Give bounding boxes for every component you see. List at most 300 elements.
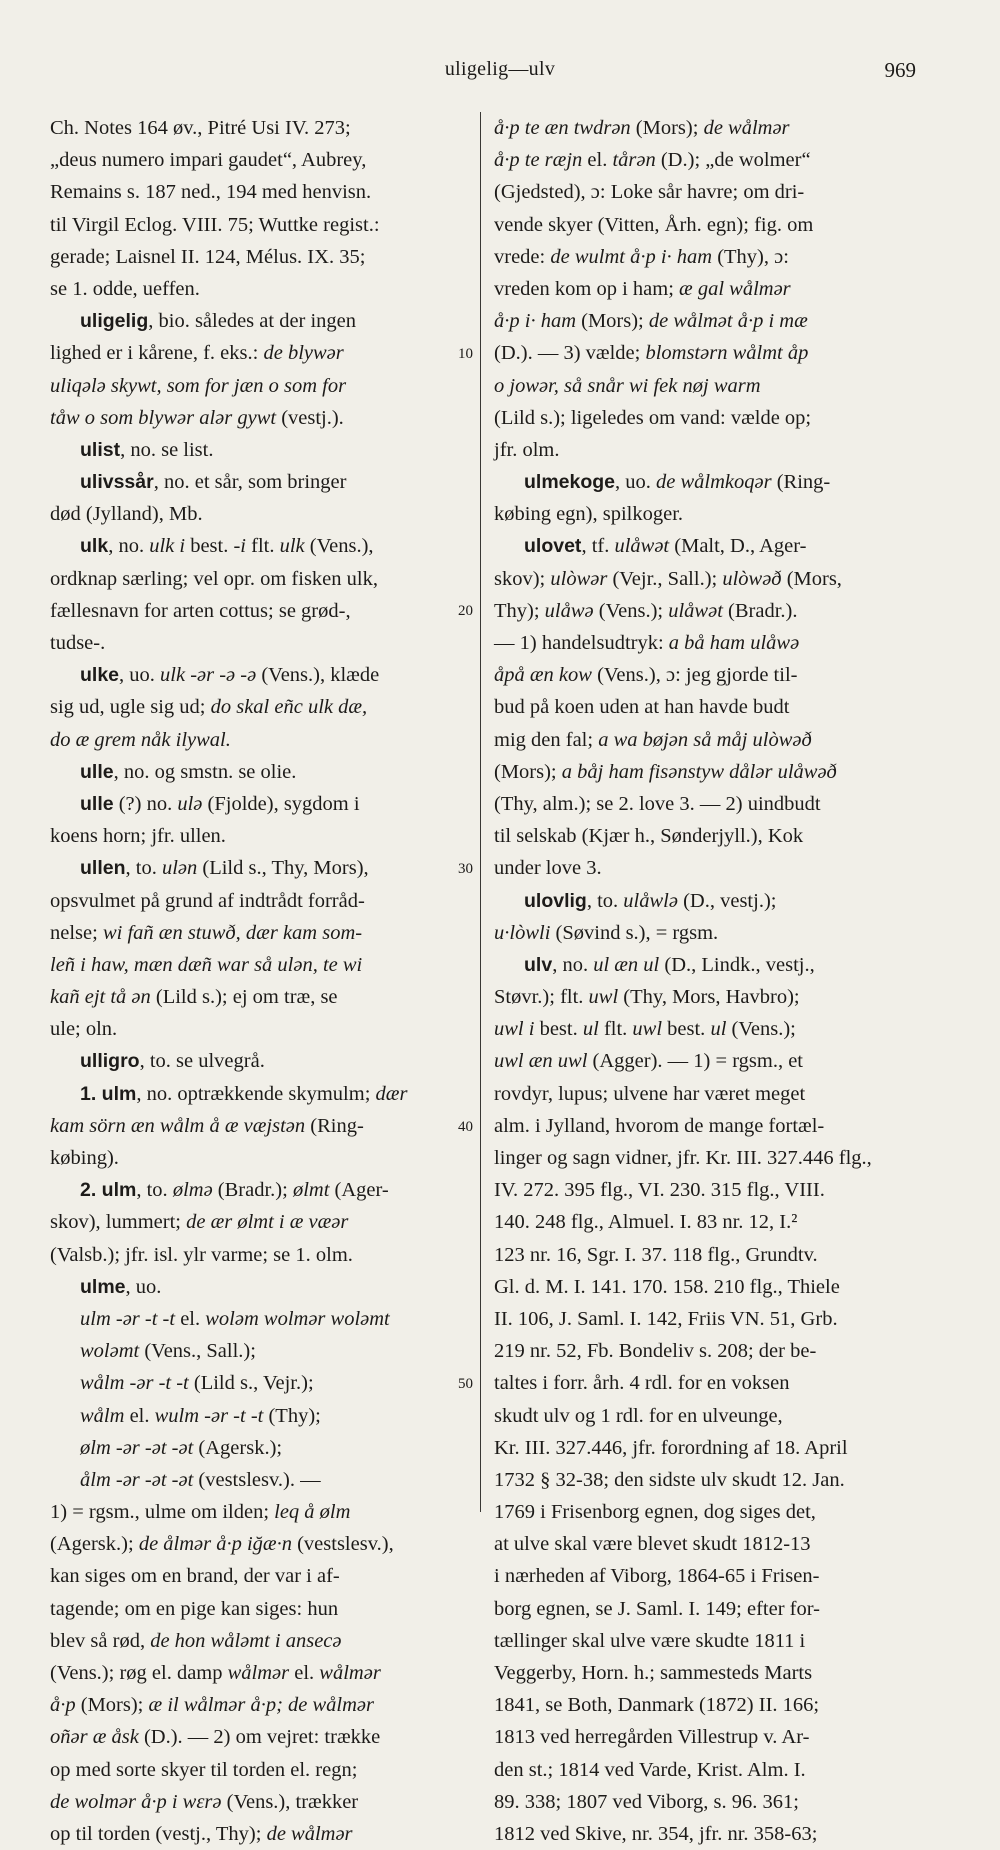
text-run: (Bradr.);	[212, 1179, 293, 1202]
text-run: mig den fal;	[494, 728, 599, 751]
text-run: (Mors);	[75, 1694, 149, 1717]
text-run: skov), lummert;	[50, 1211, 187, 1234]
dialect-form: ulə	[177, 792, 203, 815]
text-line	[50, 1239, 478, 1271]
dialect-form: tårən	[612, 149, 656, 172]
text-run: nelse;	[50, 921, 103, 944]
text-line	[494, 337, 922, 369]
dialect-form: dær	[375, 1082, 408, 1105]
dialect-form: de wolmər å·p i wɛrə	[50, 1790, 222, 1813]
dialect-form: uwl	[588, 986, 619, 1009]
text-line	[494, 1464, 922, 1496]
text-line	[494, 498, 922, 530]
dialect-form: kañ ejt tå ən	[50, 986, 151, 1009]
text-run: (Ring-	[305, 1114, 364, 1137]
text-run: , no. optrækkende skymulm;	[136, 1082, 376, 1105]
headword: ulist	[80, 438, 121, 461]
dialect-form: a båj ham fisənstyw dålər ulåwəð	[561, 760, 837, 783]
text-line	[494, 1818, 922, 1850]
text-line	[50, 1142, 478, 1174]
dialect-form: wulm -ər -t -t	[154, 1404, 264, 1427]
text-run: 1812 ved Skive, nr. 354, jfr. nr. 358-63;	[494, 1822, 818, 1845]
text-run: , uo.	[125, 1275, 162, 1298]
text-run: 1813 ved herregården Villestrup v. Ar-	[494, 1726, 810, 1749]
running-head: uligelig—ulv	[444, 58, 556, 80]
text-line	[50, 273, 478, 305]
dialect-form: de wålmkoqər	[656, 471, 772, 494]
dialect-form: -i	[233, 535, 246, 558]
text-line	[50, 1432, 478, 1464]
dialect-form: a wa bøjən så måj ulòwəð	[598, 728, 812, 751]
text-line	[494, 1560, 922, 1592]
text-line	[50, 466, 478, 498]
text-line	[494, 595, 922, 627]
text-line	[50, 112, 478, 144]
text-line	[50, 756, 478, 788]
text-line	[50, 1045, 478, 1077]
text-line	[50, 305, 478, 337]
text-run: vrede:	[494, 245, 551, 268]
text-run: (Vens.), klæde	[256, 664, 380, 687]
text-line	[494, 627, 922, 659]
text-run: rovdyr, lupus; ulvene har været meget	[494, 1082, 806, 1105]
text-run: , uo.	[119, 664, 161, 687]
dialect-form: ulòwər	[550, 567, 608, 590]
headword: ulovet	[524, 535, 582, 558]
headword: uligelig	[80, 310, 149, 333]
dialect-form: de wålmər	[266, 1822, 353, 1845]
text-run: best.	[534, 1018, 583, 1041]
headword: ulle	[80, 760, 114, 783]
text-run: flt.	[598, 1018, 633, 1041]
text-line	[494, 1367, 922, 1399]
text-line	[494, 1206, 922, 1238]
text-line	[50, 144, 478, 176]
text-line	[50, 1689, 478, 1721]
line-number: 40	[458, 1119, 473, 1135]
headword: 2. ulm	[80, 1179, 137, 1202]
text-line	[494, 691, 922, 723]
dialect-form: ulk i	[149, 535, 186, 558]
dialect-form: do skal eñc ulk dæ,	[210, 696, 368, 719]
dialect-form: å·p i· ham	[494, 310, 576, 333]
text-run: (Vens.),	[304, 535, 374, 558]
text-line	[494, 1754, 922, 1786]
text-line	[50, 659, 478, 691]
dialect-form: uwl	[632, 1018, 663, 1041]
dialect-form: wi fañ æn stuwð, dær kam som-	[102, 921, 363, 944]
text-run: 123 nr. 16, Sgr. I. 37. 118 flg., Grundtv.	[494, 1243, 818, 1266]
text-run: , to.	[136, 1179, 173, 1202]
text-run: skov);	[494, 567, 551, 590]
text-line	[494, 659, 922, 691]
text-run: (D., vestj.);	[677, 889, 777, 912]
text-line	[494, 1013, 922, 1045]
text-run: (D.). — 3) vælde;	[494, 342, 646, 365]
text-line	[50, 402, 478, 434]
text-line	[50, 1174, 478, 1206]
dialect-form: kam sörn æn wålm å æ væjstən	[50, 1114, 306, 1137]
headword: ullen	[80, 857, 126, 880]
text-line	[494, 305, 922, 337]
text-run: (D.); „de wolmer“	[655, 149, 811, 172]
text-run: best.	[185, 535, 234, 558]
text-run: IV. 272. 395 flg., VI. 230. 315 flg., VIII.	[494, 1179, 825, 1202]
text-line	[494, 1400, 922, 1432]
dialect-form: leq å ølm	[274, 1501, 351, 1524]
text-line	[494, 949, 922, 981]
text-line	[494, 1721, 922, 1753]
page-header	[0, 58, 1000, 88]
text-run: (Lild s., Vejr.);	[188, 1372, 314, 1395]
dialect-form: leñ i haw, mæn dæñ war så ulən, te wi	[50, 953, 363, 976]
dialect-form: ulk	[279, 535, 305, 558]
dialect-form: de ålmər å·p iğæ·n	[138, 1533, 292, 1556]
dialect-form: o jowər, så snår wi fek nøj warm	[494, 374, 761, 397]
headword: ulme	[80, 1275, 126, 1298]
text-run: fællesnavn for arten cottus; se grød-,	[50, 599, 351, 622]
dialect-form: woləmt	[80, 1340, 140, 1363]
page-number: 969	[884, 58, 916, 82]
text-run: 1) = rgsm., ulme om ilden;	[50, 1501, 275, 1524]
text-run: Thy);	[494, 599, 545, 622]
dialect-form: ulm -ər -t -t	[80, 1307, 176, 1330]
dialect-form: wålm -ər -t -t	[80, 1372, 189, 1395]
text-run: 1732 § 32-38; den sidste ulv skudt 12. Jan.	[494, 1468, 845, 1491]
text-run: Støvr.); flt.	[494, 986, 589, 1009]
text-line	[50, 1818, 478, 1850]
text-line	[50, 530, 478, 562]
text-run: bud på koen uden at han havde budt	[494, 696, 790, 719]
text-run: købing).	[50, 1147, 119, 1169]
text-run: den st.; 1814 ved Varde, Krist. Alm. I.	[494, 1758, 806, 1781]
text-run: Ch. Notes 164 øv., Pitré Usi IV. 273;	[50, 117, 351, 139]
text-line	[494, 885, 922, 917]
dialect-form: u·lòwli	[494, 921, 551, 944]
dialect-form: æ gal wålmər	[679, 277, 791, 300]
text-line	[494, 402, 922, 434]
text-line	[494, 1689, 922, 1721]
text-run: lighed er i kårene, f. eks.:	[50, 342, 264, 365]
headword: 1. ulm	[80, 1082, 137, 1105]
headword: ulmekoge	[524, 471, 616, 494]
dialect-form: ølmə	[172, 1179, 213, 1202]
dialect-form: ul æn ul	[593, 953, 660, 976]
text-line	[50, 1721, 478, 1753]
text-run: død (Jylland), Mb.	[50, 503, 203, 526]
dialect-form: åpå æn kow	[494, 664, 592, 687]
text-line	[494, 756, 922, 788]
text-line	[494, 1625, 922, 1657]
text-line	[50, 724, 478, 756]
dialect-form: woləm wolmər woləmt	[205, 1307, 390, 1330]
text-run: (Malt, D., Ager-	[669, 535, 807, 558]
text-run: II. 106, J. Saml. I. 142, Friis VN. 51, Grb.	[494, 1307, 838, 1330]
text-run: (Lild s.); ej om træ, se	[150, 986, 338, 1009]
text-line	[494, 370, 922, 402]
text-line	[50, 1786, 478, 1818]
text-run: i nærheden af Viborg, 1864-65 i Frisen-	[494, 1565, 820, 1588]
text-line	[50, 1367, 478, 1399]
text-line	[50, 1110, 478, 1142]
text-line	[494, 1239, 922, 1271]
text-run: (Lild s.); ligeledes om vand: vælde op;	[494, 406, 812, 429]
dialect-form: do æ grem nåk ilywal.	[50, 728, 231, 751]
text-line	[494, 144, 922, 176]
text-run: Veggerby, Horn. h.; sammesteds Marts	[494, 1662, 813, 1684]
headword: ulle	[80, 792, 114, 815]
headword: ulovlig	[524, 889, 587, 912]
dialect-form: wålm	[80, 1404, 125, 1427]
dialect-form: de ær ølmt i æ væər	[186, 1211, 349, 1234]
text-run: (Mors);	[576, 310, 649, 333]
headword: ulivssår	[80, 471, 154, 494]
text-line	[494, 1174, 922, 1206]
text-run: 89. 338; 1807 ved Viborg, s. 96. 361;	[494, 1790, 799, 1813]
text-run: borg egnen, se J. Saml. I. 149; efter for-	[494, 1597, 820, 1620]
text-run: (Valsb.); jfr. isl. ylr varme; se 1. olm.	[50, 1243, 353, 1266]
text-run: (Ager-	[329, 1179, 389, 1202]
dialect-form: de wulmt å·p i· ham	[550, 245, 713, 268]
text-line	[494, 1657, 922, 1689]
text-run: , no.	[552, 953, 594, 976]
text-run: vreden kom op i ham;	[494, 277, 680, 300]
dialect-form: wålmər	[319, 1662, 381, 1684]
text-line	[50, 1528, 478, 1560]
text-line	[50, 498, 478, 530]
text-line	[50, 595, 478, 627]
text-run: tudse-.	[50, 632, 106, 654]
text-line	[50, 209, 478, 241]
text-line	[50, 1206, 478, 1238]
text-run: (Gjedsted), ɔ: Loke sår havre; om dri-	[494, 181, 805, 204]
text-line	[50, 1271, 478, 1303]
dialect-form: æ il wålmər å·p; de wålmər	[148, 1694, 375, 1717]
text-run: (vestslesv.). —	[193, 1468, 321, 1491]
text-line	[50, 1754, 478, 1786]
text-line	[494, 1303, 922, 1335]
text-line	[50, 176, 478, 208]
dialect-form: ulk -ər -ə -ə	[160, 664, 257, 687]
text-line	[494, 1078, 922, 1110]
text-run: under love 3.	[494, 857, 602, 880]
text-run: ordknap særling; vel opr. om fisken ulk,	[50, 567, 378, 590]
text-line	[494, 273, 922, 305]
text-line	[494, 1142, 922, 1174]
dialect-form: ulòwəð	[722, 567, 782, 590]
text-run: (Agersk.);	[193, 1436, 283, 1459]
text-line	[494, 112, 922, 144]
text-line	[494, 724, 922, 756]
text-run: , no. et sår, som bringer	[153, 471, 347, 494]
text-run: til Virgil Eclog. VIII. 75; Wuttke regist.:	[50, 213, 380, 236]
text-run: — 1) handelsudtryk:	[494, 632, 669, 654]
text-run: (Mors);	[630, 117, 704, 139]
text-line	[494, 917, 922, 949]
text-line	[494, 852, 922, 884]
text-line	[50, 1078, 478, 1110]
text-run: (vestslesv.),	[291, 1533, 394, 1556]
text-run: 219 nr. 52, Fb. Bondeliv s. 208; der be-	[494, 1340, 817, 1363]
column-divider	[480, 112, 481, 1512]
text-run: vende skyer (Vitten, Årh. egn); fig. om	[494, 213, 814, 236]
dialect-form: blomstərn wålmt åp	[645, 342, 809, 365]
text-run: el.	[175, 1307, 206, 1330]
text-run: el.	[289, 1662, 320, 1684]
headword: ulke	[80, 664, 120, 687]
text-run: (Lild s., Thy, Mors),	[197, 857, 369, 880]
text-line	[50, 1013, 478, 1045]
text-line	[494, 1786, 922, 1818]
line-number: 20	[458, 603, 473, 619]
text-line	[494, 1271, 922, 1303]
dialect-form: wålmər	[227, 1662, 290, 1684]
text-run: at ulve skal være blevet skudt 1812-13	[494, 1533, 811, 1556]
text-run: (?) no.	[113, 792, 178, 815]
text-run: 1769 i Frisenborg egnen, dog siges det,	[494, 1501, 816, 1524]
text-run: gerade; Laisnel II. 124, Mélus. IX. 35;	[50, 245, 366, 268]
text-run: 140. 248 flg., Almuel. I. 83 nr. 12, I.²	[494, 1211, 798, 1234]
text-line	[50, 1303, 478, 1335]
text-line	[50, 885, 478, 917]
text-line	[50, 627, 478, 659]
text-line	[494, 530, 922, 562]
text-line	[494, 788, 922, 820]
text-line	[494, 1045, 922, 1077]
text-run: (Vens.);	[726, 1018, 796, 1041]
dialect-form: ul	[582, 1018, 599, 1041]
dialect-form: uwl æn uwl	[494, 1050, 588, 1073]
text-line	[494, 241, 922, 273]
text-run: , no. se list.	[120, 438, 214, 461]
text-run: tællinger skal ulve være skudte 1811 i	[494, 1629, 806, 1652]
text-run: , to.	[125, 857, 162, 880]
text-line	[50, 434, 478, 466]
dialect-form: ulən	[161, 857, 198, 880]
text-run: , to.	[586, 889, 624, 912]
text-run: , bio. således at der ingen	[148, 310, 357, 333]
text-run: el.	[124, 1404, 155, 1427]
text-run: se 1. odde, ueffen.	[50, 277, 200, 300]
text-line	[494, 981, 922, 1013]
text-run: (Bradr.).	[722, 599, 798, 622]
dialect-form: ålm -ər -ət -ət	[80, 1468, 194, 1491]
line-number: 10	[458, 346, 473, 362]
headword: ulk	[80, 535, 109, 558]
text-run: (Fjolde), sygdom i	[202, 792, 360, 815]
headword: ulv	[524, 953, 553, 976]
text-run: (Vens.); røg el. damp	[50, 1662, 228, 1684]
text-line	[494, 1496, 922, 1528]
text-run: (vestj.).	[276, 406, 344, 429]
text-line	[50, 1335, 478, 1367]
text-line	[50, 820, 478, 852]
text-run: købing egn), spilkoger.	[494, 503, 684, 526]
line-number: 30	[458, 861, 473, 877]
text-run: , to. se ulvegrå.	[139, 1050, 265, 1073]
text-run: opsvulmet på grund af indtrådt forråd-	[50, 889, 365, 912]
text-run: sig ud, ugle sig ud;	[50, 696, 211, 719]
text-line	[50, 788, 478, 820]
text-line	[494, 176, 922, 208]
right-column	[494, 112, 922, 1850]
text-run: jfr. olm.	[494, 438, 560, 461]
text-run: best.	[662, 1018, 711, 1041]
text-line	[50, 691, 478, 723]
text-run: (Vens.), ɔ: jeg gjorde til-	[591, 664, 798, 687]
text-run: (Agersk.);	[50, 1533, 139, 1556]
dialect-form: ulåwət	[668, 599, 723, 622]
text-run: (Vens., Sall.);	[139, 1340, 256, 1363]
text-run: kan siges om en brand, der var i af-	[50, 1565, 340, 1588]
text-run: 1841, se Both, Danmark (1872) II. 166;	[494, 1694, 820, 1717]
text-run: linger og sagn vidner, jfr. Kr. III. 327.446 flg.,	[494, 1147, 872, 1169]
text-line	[50, 852, 478, 884]
text-run: ule; oln.	[50, 1018, 118, 1041]
text-run: tagende; om en pige kan siges: hun	[50, 1597, 339, 1620]
text-run: flt.	[246, 535, 280, 558]
text-line	[494, 1432, 922, 1464]
dialect-form: de hon wåləmt i ansecə	[150, 1629, 342, 1652]
text-run: (Thy, Mors, Havbro);	[618, 986, 800, 1009]
text-run: (Vens.);	[593, 599, 669, 622]
text-line	[50, 1464, 478, 1496]
text-line	[50, 370, 478, 402]
text-run: koens horn; jfr. ullen.	[50, 825, 226, 848]
text-line	[50, 1400, 478, 1432]
dialect-form: ul	[710, 1018, 727, 1041]
text-line	[494, 820, 922, 852]
text-run: (Thy), ɔ:	[712, 245, 789, 268]
dialect-form: ulåwə	[544, 599, 594, 622]
text-run: op til torden (vestj., Thy);	[50, 1822, 267, 1845]
dialect-form: ulåwlə	[623, 889, 678, 912]
line-number: 50	[458, 1376, 473, 1392]
text-run: (Vejr., Sall.);	[607, 567, 723, 590]
dialect-form: de wålmət å·p i mæ	[648, 310, 808, 333]
text-line	[50, 1657, 478, 1689]
text-run: Kr. III. 327.446, jfr. forordning af 18. April	[494, 1436, 848, 1459]
text-run: taltes i forr. årh. 4 rdl. for en voksen	[494, 1372, 790, 1395]
text-run: (Thy);	[263, 1404, 321, 1427]
text-run: (Mors,	[781, 567, 842, 590]
text-line	[494, 1528, 922, 1560]
text-run: til selskab (Kjær h., Sønderjyll.), Kok	[494, 825, 804, 848]
text-run: Gl. d. M. I. 141. 170. 158. 210 flg., Thiele	[494, 1275, 840, 1298]
text-run: (D.). — 2) om vejret: trække	[138, 1726, 381, 1749]
text-run: , tf.	[581, 535, 615, 558]
dialect-form: oñər æ åsk	[50, 1726, 139, 1749]
text-line	[50, 337, 478, 369]
dialect-form: de blywər	[263, 342, 344, 365]
dialect-form: ølmt	[292, 1179, 330, 1202]
text-run: (D., Lindk., vestj.,	[659, 953, 815, 976]
dialect-form: å·p	[50, 1694, 76, 1717]
dialect-form: ulåwət	[614, 535, 670, 558]
text-run: , no. og smstn. se olie.	[113, 760, 297, 783]
text-run: (Thy, alm.); se 2. love 3. — 2) uindbudt	[494, 792, 821, 815]
left-column	[50, 112, 478, 1850]
text-line	[494, 1335, 922, 1367]
text-run: (Ring-	[771, 471, 831, 494]
dialect-form: uliqələ skywt, som for jæn o som for	[50, 374, 347, 397]
text-line	[50, 563, 478, 595]
dialect-form: å·p te ræjn	[494, 149, 583, 172]
text-line	[50, 1560, 478, 1592]
text-line	[50, 1496, 478, 1528]
dialect-form: tåw o som blywər alər gywt	[50, 406, 277, 429]
text-line	[50, 949, 478, 981]
